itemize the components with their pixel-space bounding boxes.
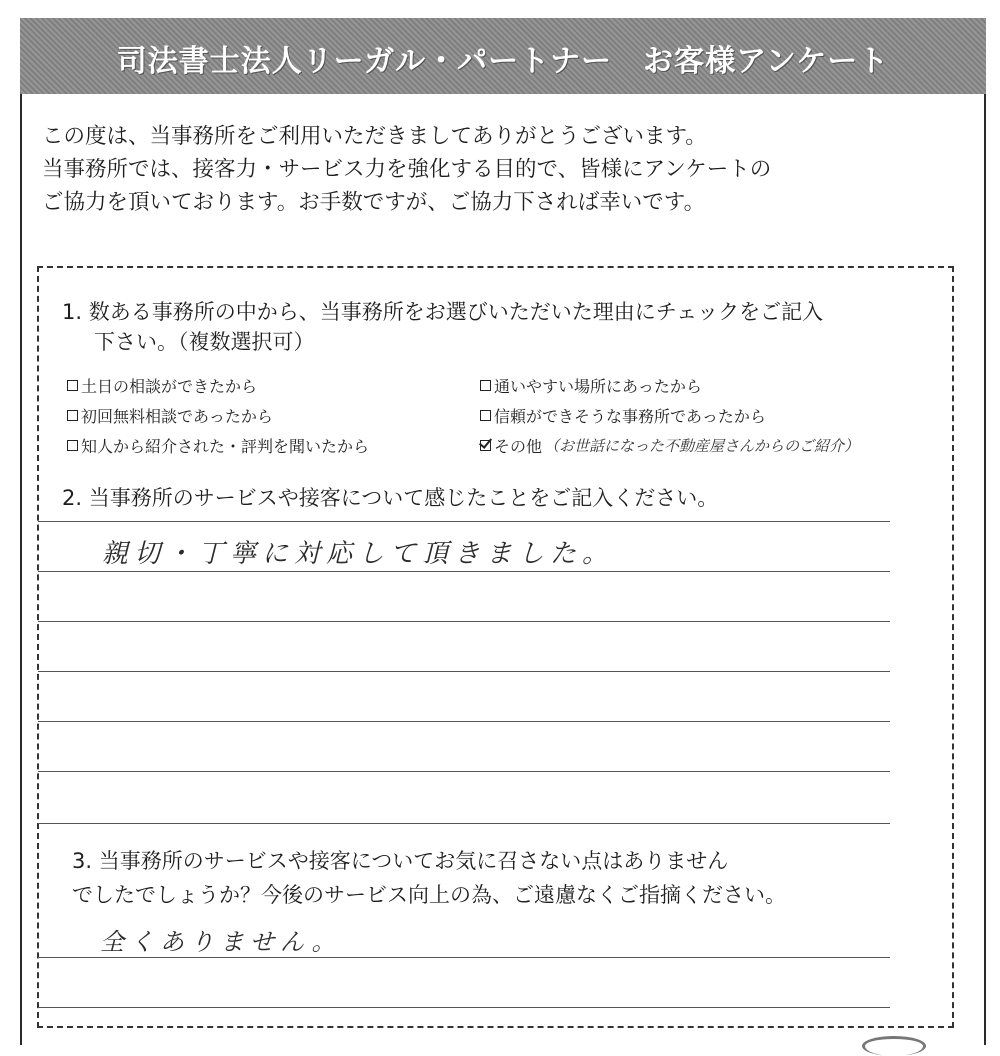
checkbox[interactable]	[67, 410, 78, 421]
option-referral[interactable]	[67, 434, 369, 457]
option-label: 土日の相談ができたから	[81, 377, 258, 396]
checkbox[interactable]	[480, 410, 491, 421]
intro-text	[42, 120, 942, 219]
option-convenient-location[interactable]	[480, 374, 702, 397]
answer-line	[38, 521, 890, 522]
answer-line	[38, 671, 890, 672]
option-weekend-consultation[interactable]	[67, 374, 257, 397]
answer-line	[38, 771, 890, 772]
handwritten-other-note: （お世話になった不動産屋さんからのご紹介）	[544, 437, 860, 455]
answer-line	[38, 621, 890, 622]
handwritten-answer-2[interactable]: 親切・丁寧に対応して頂きました。	[102, 539, 615, 569]
checkbox[interactable]	[480, 380, 491, 391]
answer-line	[38, 823, 890, 824]
option-label: 知人から紹介された・評判を聞いたから	[81, 437, 370, 456]
option-other[interactable]	[480, 434, 859, 457]
frame-left-border	[20, 94, 22, 1045]
answer-line	[38, 1007, 890, 1008]
option-label: 通いやすい場所にあったから	[494, 377, 702, 396]
option-free-first-consultation[interactable]	[67, 404, 273, 427]
question-3-title: 3. 当事務所のサービスや接客についてお気に召さない点はありません	[72, 849, 729, 873]
checkbox[interactable]	[67, 440, 78, 451]
intro-line: ご協力を頂いております。お手数ですが、ご協力下されば幸いです。	[42, 190, 706, 215]
header-banner	[20, 18, 986, 94]
question-3-subtitle: でしたでしょうか？今後のサービス向上の為、ご遠慮なくご指摘ください。	[72, 883, 786, 907]
intro-line: この度は、当事務所をご利用いただきましてありがとうございます。	[42, 124, 707, 149]
stamp-mark	[862, 1036, 926, 1056]
intro-line: 当事務所では、接客力・サービス力を強化する目的で、皆様にアンケートの	[42, 157, 772, 182]
question-1-subtitle: 下さい。（複数選択可）	[94, 330, 315, 354]
option-label: 信頼ができそうな事務所であったから	[494, 407, 766, 426]
checkbox[interactable]	[67, 380, 78, 391]
page-title: 司法書士法人リーガル・パートナー お客様アンケート	[116, 44, 890, 79]
answer-line	[38, 571, 890, 572]
checkbox-checked[interactable]	[480, 440, 491, 451]
frame-right-border	[984, 94, 986, 1045]
option-trustworthy-office[interactable]	[480, 404, 766, 427]
handwritten-answer-3[interactable]: 全くありません。	[100, 928, 342, 956]
question-2-title: 2. 当事務所のサービスや接客について感じたことをご記入ください。	[62, 486, 719, 510]
option-label: その他	[494, 437, 543, 456]
answer-line	[38, 721, 890, 722]
question-1-title: 1. 数ある事務所の中から、当事務所をお選びいただいた理由にチェックをご記入	[62, 300, 824, 324]
option-label: 初回無料相談であったから	[81, 407, 273, 426]
answer-line	[38, 957, 890, 958]
